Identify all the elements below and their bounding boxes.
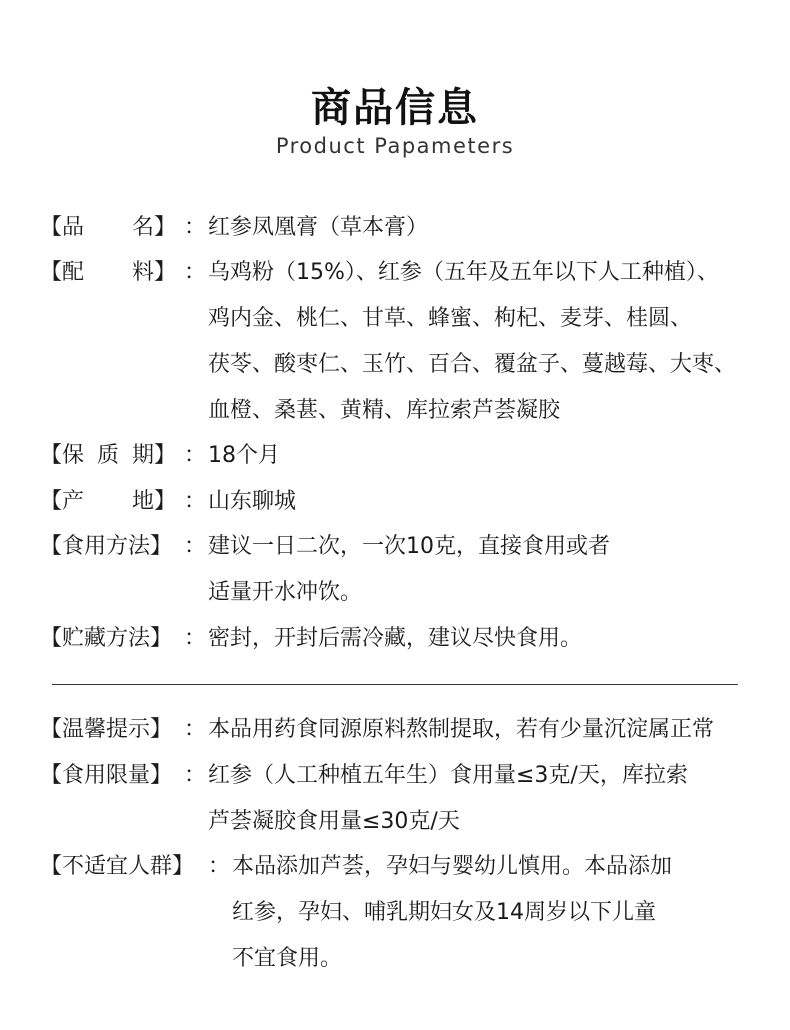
label-unsuitable: 【不适宜人群】 — [40, 854, 195, 879]
section-divider — [52, 684, 738, 685]
label-limit: 【食用限量】 — [40, 763, 173, 788]
unsuitable-line: 红参，孕妇、哺乳期妇女及14周岁以下儿童 — [232, 900, 656, 925]
colon: ： — [184, 260, 207, 285]
value-limit — [208, 753, 688, 845]
value-shelf-life: 18个月 — [208, 443, 280, 468]
unsuitable-line: 本品添加芦荟，孕妇与婴幼儿慎用。本品添加 — [232, 854, 673, 879]
colon: ： — [184, 717, 207, 742]
value-ingredients — [208, 250, 736, 434]
ingredients-line: 鸡内金、桃仁、甘草、蜂蜜、枸杞、麦芽、桂圆、 — [208, 306, 693, 331]
colon: ： — [184, 763, 207, 788]
label-ingredients: 【配 料】 — [40, 260, 176, 285]
label-tip: 【温馨提示】 — [40, 717, 173, 742]
usage-line: 建议一日二次，一次10克，直接食用或者 — [208, 534, 610, 559]
page-title: 商品信息 — [311, 85, 479, 131]
label-storage: 【贮藏方法】 — [40, 626, 173, 651]
limit-line: 红参（人工种植五年生）食用量≤3克/天，库拉索 — [208, 763, 688, 788]
colon: ： — [184, 626, 207, 651]
page-subtitle: Product Papameters — [275, 134, 515, 158]
label-product-name: 【品 名】 — [40, 215, 176, 240]
limit-line: 芦荟凝胶食用量≤30克/天 — [208, 809, 460, 834]
usage-line: 适量开水冲饮。 — [208, 580, 363, 605]
ingredients-line: 血橙、桑葚、黄精、库拉索芦荟凝胶 — [208, 398, 561, 423]
colon: ： — [184, 534, 207, 559]
label-shelf-life: 【保 质 期】 — [40, 443, 176, 468]
value-usage — [208, 524, 610, 616]
unsuitable-line: 不宜食用。 — [232, 946, 343, 971]
colon: ： — [208, 854, 231, 879]
value-unsuitable — [232, 844, 672, 982]
label-origin: 【产 地】 — [40, 489, 176, 514]
value-storage: 密封，开封后需冷藏，建议尽快食用。 — [208, 626, 583, 651]
value-product-name: 红参凤凰膏（草本膏） — [208, 215, 429, 240]
colon: ： — [184, 489, 207, 514]
colon: ： — [184, 443, 207, 468]
label-usage: 【食用方法】 — [40, 534, 173, 559]
ingredients-line: 茯苓、酸枣仁、玉竹、百合、覆盆子、蔓越莓、大枣、 — [208, 352, 737, 377]
value-tip: 本品用药食同源原料熬制提取，若有少量沉淀属正常 — [208, 717, 715, 742]
ingredients-line: 乌鸡粉（15%）、红参（五年及五年以下人工种植）、 — [208, 260, 719, 285]
colon: ： — [184, 215, 207, 240]
value-origin: 山东聊城 — [208, 489, 297, 514]
